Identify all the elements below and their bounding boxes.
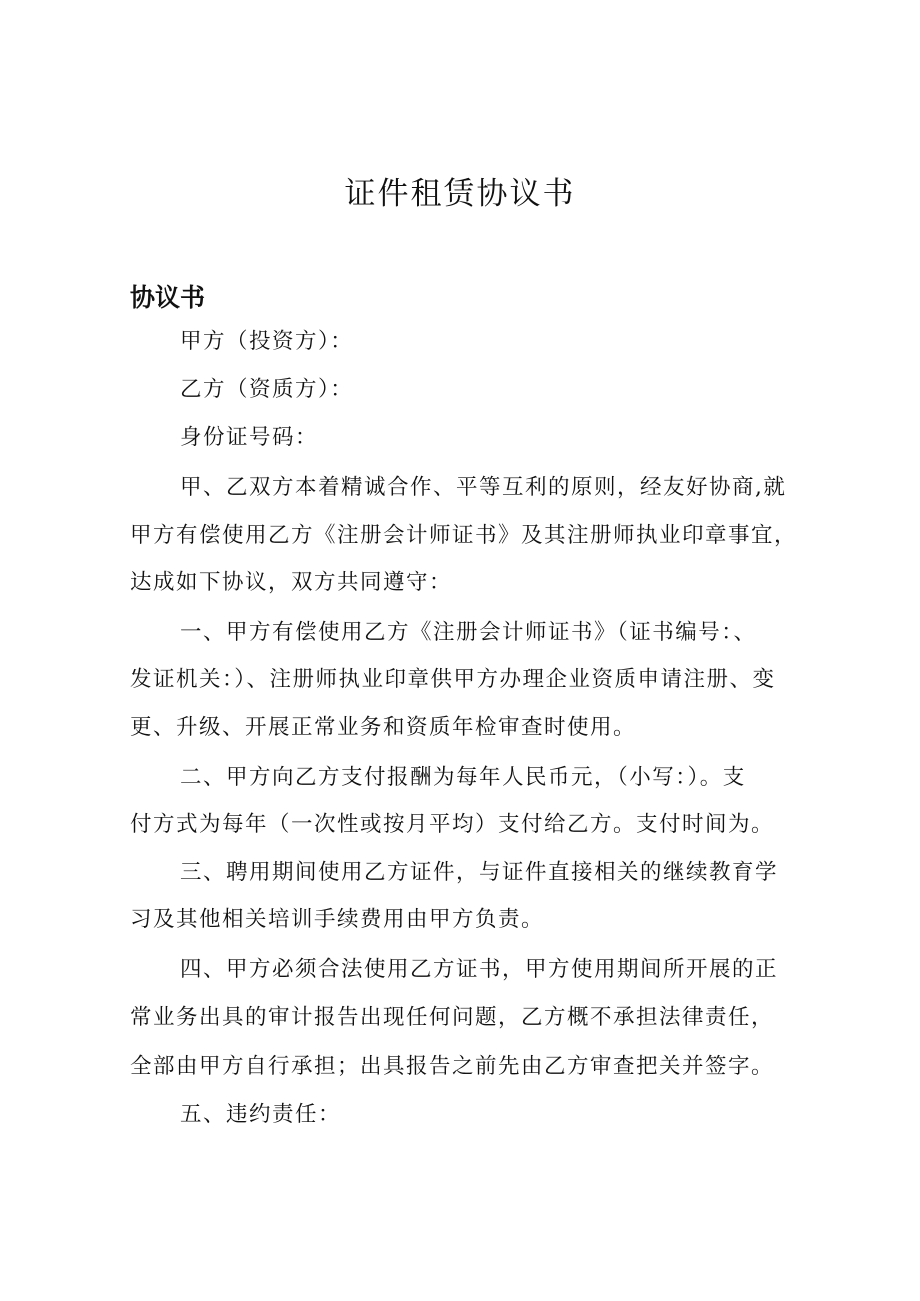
clause-1-line: 一、甲方有偿使用乙方《注册会计师证书》（证书编号：、 — [180, 620, 757, 645]
clause-2-line: 付方式为每年（一次性或按月平均）支付给乙方。支付时间为。 — [130, 812, 775, 837]
party-b-line: 乙方（资质方）： — [180, 377, 354, 402]
clause-3-line: 三、聘用期间使用乙方证件，与证件直接相关的继续教育学 — [180, 860, 779, 885]
document-title: 证件租赁协议书 — [344, 176, 576, 212]
clause-1-line: 更、升级、开展正常业务和资质年检审查时使用。 — [130, 715, 637, 740]
paragraph-line: 甲、乙双方本着精诚合作、平等互利的原则，经友好协商,就 — [180, 475, 787, 500]
id-number-line: 身份证号码： — [180, 425, 319, 450]
clause-3-line: 习及其他相关培训手续费用由甲方负责。 — [130, 907, 545, 932]
party-a-line: 甲方（投资方）： — [180, 329, 354, 354]
section-heading: 协议书 — [130, 283, 206, 312]
paragraph-line: 甲方有偿使用乙方《注册会计师证书》及其注册师执业印章事宜， — [130, 523, 798, 548]
clause-4-line: 四、甲方必须合法使用乙方证书，甲方使用期间所开展的正 — [180, 957, 779, 982]
paragraph-line: 达成如下协议，双方共同遵守： — [130, 570, 453, 595]
clause-4-line: 全部由甲方自行承担；出具报告之前先由乙方审查把关并签字。 — [130, 1054, 775, 1079]
clause-4-line: 常业务出具的审计报告出现任何问题，乙方概不承担法律责任， — [130, 1005, 775, 1030]
clause-1-line: 发证机关：）、注册师执业印章供甲方办理企业资质申请注册、变 — [130, 667, 776, 692]
clause-5-line: 五、违约责任： — [180, 1102, 342, 1127]
clause-2-line: 二、甲方向乙方支付报酬为每年人民币元，（小写：）。支 — [180, 765, 746, 790]
